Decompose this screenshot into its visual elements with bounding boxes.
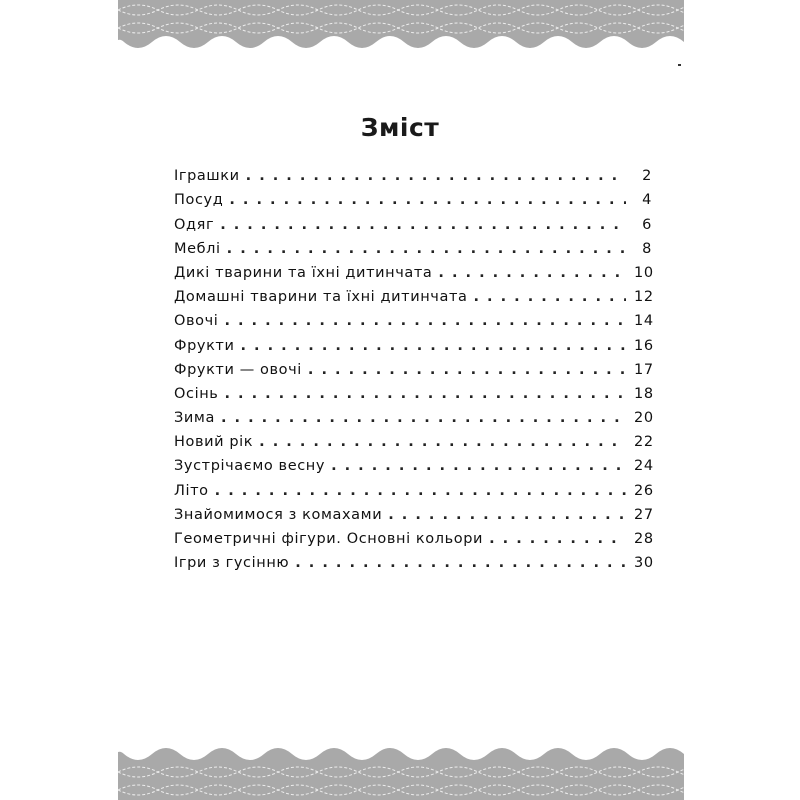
toc-item-title: Меблі	[174, 240, 221, 257]
dot-leader	[224, 313, 626, 329]
toc-item-title: Зима	[174, 410, 215, 427]
toc-item-page: 27	[634, 506, 654, 523]
bottom-decorative-band	[118, 740, 684, 800]
toc-item-title: Дикі тварини та їхні дитинчата	[174, 264, 433, 281]
toc-item-title: Знайомимося з комахами	[174, 506, 383, 523]
toc-item-title: Фрукти — овочі	[174, 361, 302, 378]
top-decorative-band	[118, 0, 684, 60]
toc-item-title: Фрукти	[174, 337, 235, 354]
dot-leader	[259, 434, 626, 450]
toc-row[interactable]	[174, 402, 652, 426]
dot-leader	[224, 386, 626, 402]
toc-item-page: 18	[634, 385, 654, 402]
toc-item-page: 6	[642, 216, 652, 233]
toc-row[interactable]	[174, 329, 652, 353]
dot-leader	[246, 168, 626, 184]
dot-leader	[473, 289, 626, 305]
toc-row[interactable]	[174, 354, 652, 378]
dot-leader	[331, 458, 626, 474]
toc-row[interactable]	[174, 281, 652, 305]
toc-item-page: 28	[634, 531, 654, 547]
toc-item-title: Новий рік	[174, 434, 254, 451]
toc-row[interactable]	[174, 305, 652, 329]
toc-item-page: 22	[634, 434, 654, 451]
toc-row[interactable]	[174, 499, 652, 523]
toc-row[interactable]	[174, 184, 652, 208]
dot-leader	[229, 192, 626, 208]
toc-row[interactable]	[174, 378, 652, 402]
toc-item-page: 26	[634, 482, 654, 499]
dot-leader	[227, 241, 626, 257]
toc-item-title: Іграшки	[174, 168, 240, 185]
toc-item-page: 8	[642, 240, 652, 257]
dot-leader	[308, 362, 626, 378]
toc-row[interactable]	[174, 450, 652, 474]
toc-item-page: 4	[642, 192, 652, 209]
toc-item-title: Посуд	[174, 192, 224, 209]
dot-leader	[388, 507, 626, 523]
toc-item-page: 24	[634, 458, 654, 475]
toc-row[interactable]	[174, 523, 652, 547]
dot-leader	[220, 217, 626, 233]
toc-row[interactable]	[174, 547, 652, 571]
toc-item-title: Осінь	[174, 385, 219, 402]
toc-item-page: 20	[634, 410, 654, 427]
toc-row[interactable]	[174, 257, 652, 281]
toc-row[interactable]	[174, 160, 652, 184]
toc-item-title: Літо	[174, 482, 209, 499]
toc-item-page: 30	[634, 555, 654, 572]
dot-leader	[295, 555, 626, 571]
toc-row[interactable]	[174, 233, 652, 257]
toc-row[interactable]	[174, 208, 652, 232]
toc-item-title: Одяг	[174, 216, 215, 233]
dot-leader	[489, 531, 626, 547]
print-mark	[678, 64, 681, 66]
toc-item-page: 16	[634, 337, 654, 354]
dot-leader	[241, 338, 627, 354]
page-title: Зміст	[360, 112, 440, 142]
toc-item-page: 10	[634, 264, 654, 281]
toc-item-page: 12	[634, 289, 654, 306]
toc-item-page: 17	[634, 361, 654, 378]
toc-item-title: Геометричні фігури. Основні кольори	[174, 531, 484, 547]
dot-leader	[215, 483, 626, 499]
toc-row[interactable]	[174, 426, 652, 450]
toc-item-title: Зустрічаємо весну	[174, 458, 326, 475]
dot-leader	[221, 410, 626, 426]
toc-item-title: Домашні тварини та їхні дитинчата	[174, 289, 468, 306]
toc-item-page: 14	[634, 313, 654, 330]
dot-leader	[438, 265, 626, 281]
toc-item-title: Ігри з гусінню	[174, 555, 290, 572]
table-of-contents	[174, 160, 652, 571]
toc-row[interactable]	[174, 474, 652, 498]
toc-item-page: 2	[642, 168, 652, 185]
toc-item-title: Овочі	[174, 313, 219, 330]
